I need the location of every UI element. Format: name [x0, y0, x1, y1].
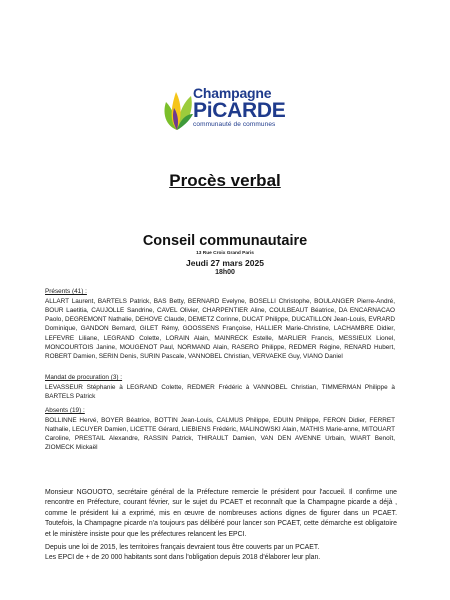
meeting-address: 13 Rue Croix Grand Paris	[196, 251, 254, 256]
absent-section	[45, 407, 395, 453]
proxy-heading: Mandat de procuration (3) :	[45, 374, 123, 381]
meeting-time: 18h00	[215, 269, 235, 276]
present-section	[45, 288, 395, 362]
meeting-title: Conseil communautaire	[142, 233, 308, 249]
absent-list: BOLLINNE Hervé, BOYER Béatrice, BOTTIN Jean-Louis, CALMUS Philippe, EDUIN Philippe, FERON Didier, FERRET Nathalie, LECUYER Damien, LICETTE Gérard, LIEBIENS Frédéric, MALINOWSKI Alain, MATHIS Marie-anne, MITOUART Caroline, PRESTAIL Alexandre, RASSIN Patrick, THIRAULT Damien, VAN DEN AVENNE Urbain, WIART Benoît, ZIOMECK Mickaël	[45, 416, 395, 452]
proxy-section	[45, 374, 395, 401]
leaf-logo-icon	[160, 86, 194, 136]
body-paragraph: Monsieur NGOUOTO, secrétaire général de la Préfecture remercie le président pour l'accueil. Il confirme une rencontre en Préfecture, courant février, sur le sujet du PCAET et reconnaît que la Champagne picarde a déjà , comme le président lui a exprimé, mis en œuvre de nombreuses actions dignes de figurer dans un PCAET. Toutefois, la Champagne picarde n'a toujours pas délibéré pour lancer son PCAET, cette démarche est obligatoire et le ministère insiste pour que les préfectures relancent les EPCI.	[45, 489, 397, 538]
logo-line-champagne: Champagne	[193, 85, 272, 101]
proxy-list: LEVASSEUR Stéphanie à LEGRAND Colette, REDMER Frédéric à VANNOBEL Christian, TIMMERMAN Philippe à BARTELS Patrick	[45, 383, 395, 400]
logo-tagline: communauté de communes	[193, 121, 276, 128]
present-list: ALLART Laurent, BARTELS Patrick, BAS Betty, BERNARD Evelyne, BOSELLI Christophe, BOULANGER Pierre-André, BOUR Laetitia, CAUJOLLE Sandrine, CAVEL Olivier, CHARPENTIER Aline, COULBEAUT Béatrice, DA ENCARNACAO Paolo, DEGREMONT Nathalie, DEHOVE Claude, DEMETZ Corinne, DUCAT Philippe, DUCATILLON Jean-Louis, EVRARD Dominique, GANDON Bernard, GILET Rémy, GOOSSENS Françoise, HALLIER Marie-Christine, LACHAMBRE Didier, LEFEVRE Liliane, LEGRAND Colette, LORAIN Alain, MAINRECK Estelle, MARLIER Francis, MESSIEUX Lionel, MONCOURTOIS Janine, MOUGENOT Paul, NORMAND Alain, RASERO Philippe, REDMER Régine, RENARD Hubert, ROBERT Damien, SERIN Denis, SURIN Pascale, VANNOBEL Christian, VERVAEKE Guy, VIANO Daniel	[45, 297, 395, 361]
absent-heading: Absents (19) :	[45, 407, 85, 414]
logo-wordmark	[193, 86, 295, 129]
logo-line-picarde: PiCARDE	[193, 99, 286, 122]
document-title: Procès verbal	[169, 171, 281, 190]
meeting-date: Jeudi 27 mars 2025	[186, 258, 264, 268]
body-line-epci-obligation: Les EPCI de + de 20 000 habitants sont dans l'obligation depuis 2018 d'élaborer leur plan.	[45, 554, 321, 561]
champagne-picarde-logo	[160, 86, 295, 138]
body-line-law-2015: Depuis une loi de 2015, les territoires français devraient tous être couverts par un PCAET.	[45, 544, 320, 551]
present-heading: Présents (41) :	[45, 288, 87, 295]
